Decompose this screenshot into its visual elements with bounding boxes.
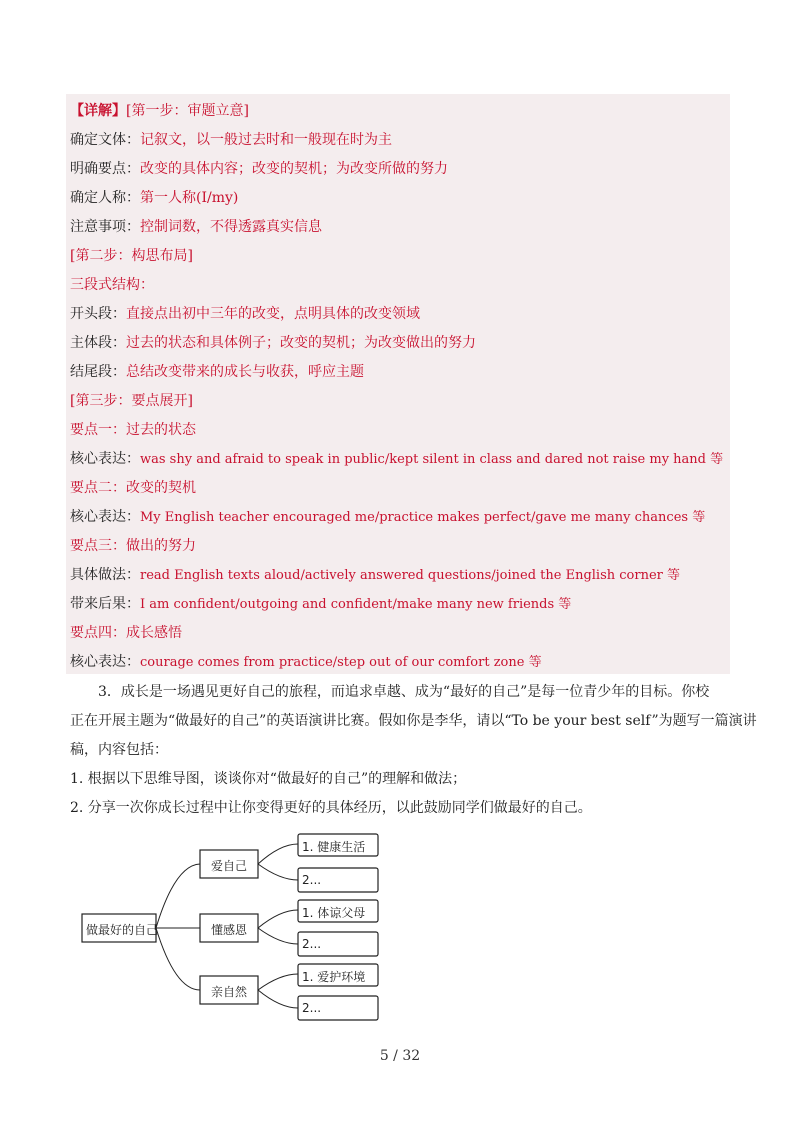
person-line: 确定人称：第一人称(I/my) — [70, 190, 239, 206]
leaf-connector-1a — [258, 844, 298, 864]
answer-explanation-block — [66, 94, 730, 674]
leaf-label-3a: 1. 爱护环境 — [302, 970, 366, 984]
key-points-line: 明确要点：改变的具体内容；改变的契机；为改变所做的努力 — [70, 161, 448, 177]
root-node-label: 做最好的自己 — [86, 923, 159, 937]
question-line-2: 正在开展主题为“做最好的自己”的英语演讲比赛。假如你是李华，请以“To be your best self”为题写一篇演讲 — [70, 713, 757, 729]
leaf-label-2b: 2... — [302, 937, 322, 951]
opening-paragraph-line: 开头段：直接点出初中三年的改变，点明具体的改变领域 — [70, 306, 420, 322]
expression5-line: 核心表达：courage comes from practice/step out of our comfort zone 等 — [70, 654, 542, 670]
leaf-connector-2b — [258, 928, 298, 944]
branch-connector-1 — [156, 864, 200, 928]
point2-line: 要点二：改变的契机 — [70, 480, 196, 496]
leaf-label-2a: 1. 体谅父母 — [302, 906, 366, 920]
body-paragraph-line: 主体段：过去的状态和具体例子；改变的契机；为改变做出的努力 — [70, 335, 476, 351]
expression1-line: 核心表达：was shy and afraid to speak in public/kept silent in class and dared not raise my hand 等 — [70, 451, 724, 467]
leaf-label-1a: 1. 健康生活 — [302, 840, 366, 854]
branch-label-2: 懂感恩 — [211, 923, 248, 937]
method-line: 具体做法：read English texts aloud/actively answered questions/joined the English corner 等 — [70, 567, 680, 583]
expression2-line: 核心表达：My English teacher encouraged me/practice makes perfect/gave me many chances 等 — [70, 509, 706, 525]
point1-line: 要点一：过去的状态 — [70, 422, 196, 438]
leaf-label-3b: 2... — [302, 1001, 322, 1015]
branch-label-1: 爱自己 — [211, 859, 248, 873]
leaf-connector-1b — [258, 864, 298, 880]
genre-line: 确定文体：记叙文，以一般过去时和一般现在时为主 — [70, 132, 392, 148]
question-line-1: 3．成长是一场遇见更好自己的旅程，而追求卓越、成为“最好的自己”是每一位青少年的目标。你校 — [98, 684, 710, 700]
detail-tag: 【详解】 — [70, 103, 126, 119]
leaf-label-1b: 2... — [302, 873, 322, 887]
closing-paragraph-line: 结尾段：总结改变带来的成长与收获，呼应主题 — [70, 364, 364, 380]
step2-title: [第二步：构思布局] — [70, 248, 193, 264]
branch-connector-3 — [156, 928, 200, 990]
point4-line: 要点四：成长感悟 — [70, 625, 182, 641]
question-item-2: 2. 分享一次你成长过程中让你变得更好的具体经历，以此鼓励同学们做最好的自己。 — [70, 800, 592, 816]
leaf-connector-3a — [258, 974, 298, 990]
point3-line: 要点三：做出的努力 — [70, 538, 196, 554]
question-item-1: 1. 根据以下思维导图，谈谈你对“做最好的自己”的理解和做法； — [70, 771, 467, 787]
leaf-connector-3b — [258, 990, 298, 1008]
leaf-connector-2a — [258, 910, 298, 928]
step1-header — [70, 102, 249, 120]
result-line: 带来后果：I am confident/outgoing and confident/make many new friends 等 — [70, 596, 572, 612]
structure-label: 三段式结构： — [70, 277, 154, 293]
branch-label-3: 亲自然 — [211, 985, 248, 999]
notes-line: 注意事项：控制词数，不得透露真实信息 — [70, 219, 322, 235]
step1-title: [第一步：审题立意] — [126, 103, 249, 119]
page-number: 5 / 32 — [379, 1048, 421, 1064]
step3-title: [第三步：要点展开] — [70, 393, 193, 409]
question-line-3: 稿，内容包括： — [70, 742, 168, 758]
